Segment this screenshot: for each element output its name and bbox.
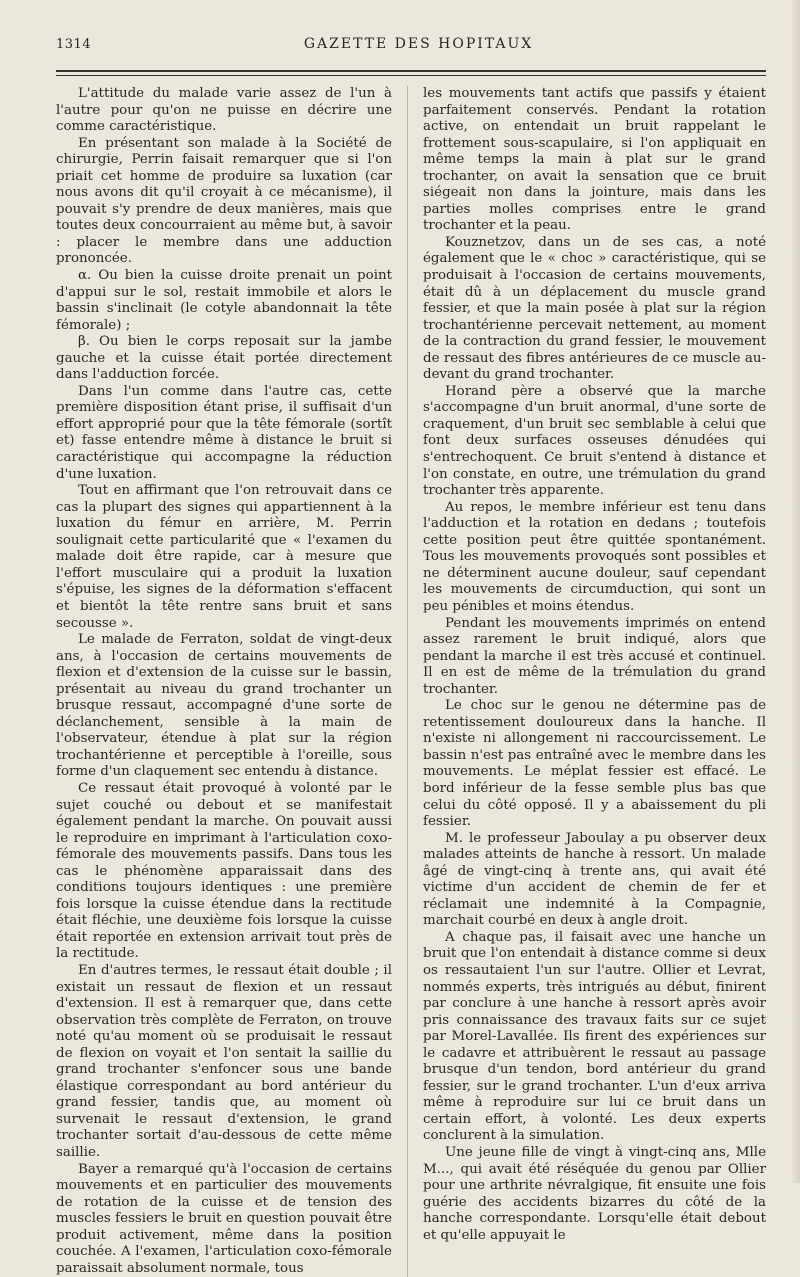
page-header (56, 36, 766, 60)
paragraph: Pendant les mouvements imprimés on entend assez rarement le bruit indiqué, alors que pendant la marche il est très accusé et continuel. Il en est de même de la trémulation du grand trochanter. (423, 615, 766, 697)
paragraph: A chaque pas, il faisait avec une hanche un bruit que l'on entendait à distance comme si deux os ressautaient l'un sur l'autre. Ollier et Levrat, nommés experts, très intrigués au début, finirent par conclure à une hanche à ressort après avoir pris connaissance des travaux faits sur ce sujet par Morel-Lavallée. Ils firent des expériences sur le cadavre et attribuèrent le ressaut au passage brusque d'un tendon, bord antérieur du grand fessier, sur le grand trochanter. L'un d'eux arriva même à reproduire sur lui ce bruit dans un certain effort, à volonté. Les deux experts conclurent à la simulation. (423, 929, 766, 1144)
paragraph: Ce ressaut était provoqué à volonté par le sujet couché ou debout et se manifestait également pendant la marche. On pouvait aussi le reproduire en imprimant à l'articulation coxo-fémorale des mouvements passifs. Dans tous les cas le phénomène apparaissait dans des conditions toujours identiques : une première fois lorsque la cuisse étendue dans la rectitude était fléchie, une deuxième fois lorsque la cuisse était reportée en extension arrivait tout près de la rectitude. (56, 780, 392, 962)
paragraph: Tout en affirmant que l'on retrouvait dans ce cas la plupart des signes qui appartiennent à la luxation du fémur en arrière, M. Perrin soulignait cette particularité que « l'examen du malade doit être rapide, car à mesure que l'effort musculaire qui a produit la luxation s'épuise, les signes de la déformation s'effacent et bientôt la tête rentre sans bruit et sans secousse ». (56, 483, 392, 631)
paragraph: Kouznetzov, dans un de ses cas, a noté également que le « choc » caractéristique, qui se produisait à l'occasion de certains mouvements, était dû à un déplacement du muscle grand fessier, et que la main posée à plat sur la région trochantérienne percevait nettement, au moment de la contraction du grand fessier, le mouvement de ressaut des fibres antérieures de ce muscle au-devant du grand trochanter. (423, 234, 766, 383)
paragraph: α. Ou bien la cuisse droite prenait un point d'appui sur le sol, restait immobile et alors le bassin s'inclinait (le cotyle abandonnait la tête fémorale) ; (56, 268, 392, 333)
paragraph: β. Ou bien le corps reposait sur la jambe gauche et la cuisse était portée directement dans l'adduction forcée. (56, 334, 392, 383)
paragraph: Bayer a remarqué qu'à l'occasion de certains mouvements et en particulier des mouvements de rotation de la cuisse et de tension des muscles fessiers le bruit en question pouvait être produit activement, même dans la position couchée. A l'examen, l'articulation coxo-fémorale paraissait absolument normale, tous (56, 1161, 392, 1276)
paragraph: Dans l'un comme dans l'autre cas, cette première disposition étant prise, il suffisait d'un effort approprié pour que la tête fémorale (sortît et) fasse entendre même à distance le bruit si caractéristique qui accompagne la réduction d'une luxation. (56, 383, 392, 482)
paragraph-continued: les mouvements tant actifs que passifs y étaient parfaitement conservés. Pendant la rotation active, on entendait un bruit rappelant le frottement sous-scapulaire, si l'on appliquait en même temps la main à plat sur le grand trochanter, on avait la sensation que ce bruit siégeait non dans la jointure, mais dans les parties molles comprises entre le grand trochanter et la peau. (423, 86, 766, 234)
running-title: GAZETTE DES HOPITAUX (303, 36, 534, 52)
paragraph: L'attitude du malade varie assez de l'un à l'autre pour qu'on ne puisse en décrire une comme caractéristique. (56, 86, 392, 135)
left-column (56, 86, 392, 1277)
paragraph: Le choc sur le genou ne détermine pas de retentissement douloureux dans la hanche. Il n'existe ni allongement ni raccourcissement. Le bassin n'est pas entraîné avec le membre dans les mouvements. Le méplat fessier est effacé. Le bord inférieur de la fesse semble plus bas que celui du côté opposé. Il y a abaissement du pli fessier. (423, 698, 766, 830)
paragraph: Horand père a observé que la marche s'accompagne d'un bruit anormal, d'une sorte de craquement, d'un bruit sec semblable à celui que font deux surfaces osseuses dénudées qui s'entrechoquent. Ce bruit s'entend à distance et l'on constate, en outre, une trémulation du grand trochanter très apparente. (423, 383, 766, 499)
paragraph: Une jeune fille de vingt à vingt-cinq ans, Mlle M..., qui avait été réséquée du genou par Ollier pour une arthrite névralgique, fit ensuite une fois guérie des accidents bizarres du côté de la hanche correspondante. Lorsqu'elle était debout et qu'elle appuyait le (423, 1145, 766, 1243)
paragraph: En d'autres termes, le ressaut était double ; il existait un ressaut de flexion et un ressaut d'extension. Il est à remarquer que, dans cette observation très complète de Ferraton, on trouve noté qu'au moment où se produisait le ressaut de flexion on voyait et l'on sentait la saillie du grand trochanter s'enfoncer sous une bande élastique correspondant au bord antérieur du grand fessier, tandis que, au moment où survenait le ressaut d'extension, le grand trochanter sortait d'au-dessous de cette même saillie. (56, 962, 392, 1160)
paragraph: M. le professeur Jaboulay a pu observer deux malades atteints de hanche à ressort. Un malade âgé de vingt-cinq à trente ans, qui avait été victime d'un accident de chemin de fer et réclamait une indemnité à la Compagnie, marchait courbé en deux à angle droit. (423, 830, 766, 929)
page-edge-shadow (790, 0, 800, 1183)
page-number: 1314 (56, 37, 92, 52)
right-column (423, 86, 766, 1277)
paragraph: En présentant son malade à la Société de chirurgie, Perrin faisait remarquer que si l'on priait cet homme de produire sa luxation (car nous avons dit qu'il croyait à ce mécanisme), il pouvait s'y prendre de deux manières, mais que toutes deux concourraient au même but, à savoir : placer le membre dans une adduction prononcée. (56, 135, 392, 267)
paragraph: Au repos, le membre inférieur est tenu dans l'adduction et la rotation en dedans ; toutefois cette position peut être quittée spontanément. Tous les mouvements provoqués sont possibles et ne déterminent aucune douleur, sauf cependant les mouvements de circumduction, qui sont un peu pénibles et moins étendus. (423, 499, 766, 614)
header-rule-thick (56, 70, 766, 72)
text-columns (56, 86, 766, 1277)
column-divider (407, 86, 408, 1277)
paragraph: Le malade de Ferraton, soldat de vingt-deux ans, à l'occasion de certains mouvements de flexion et d'extension de la cuisse sur le bassin, présentait au niveau du grand trochanter un brusque ressaut, accompagné d'une sorte de déclanchement, sensible à la main de l'observateur, étendue à plat sur la région trochantérienne et perceptible à l'oreille, sous forme d'un claquement sec entendu à distance. (56, 632, 392, 780)
header-rule-thin (56, 75, 766, 76)
